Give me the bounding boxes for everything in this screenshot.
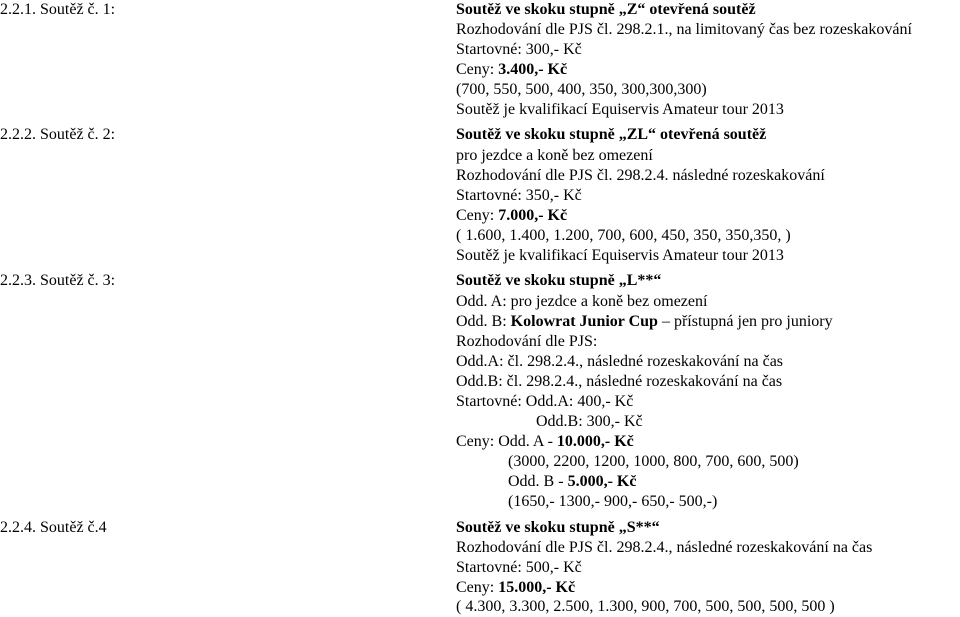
prizes-breakdown: (700, 550, 500, 400, 350, 300,300,300) <box>456 81 707 98</box>
rules-text: Rozhodování dle PJS čl. 298.2.4. následné rozeskakování <box>456 167 825 184</box>
division-b-prefix: Odd. B: <box>456 313 507 330</box>
prizes-b-text <box>508 472 636 492</box>
section-title: Soutěž ve skoku stupně „S**“ <box>456 519 660 536</box>
section-1-line <box>0 20 960 40</box>
section-2-line <box>0 226 960 246</box>
section-1-line <box>0 60 960 80</box>
section-3-line <box>0 492 960 512</box>
qualification-text: Soutěž je kvalifikací Equiservis Amateur tour 2013 <box>456 247 784 264</box>
prizes-text <box>456 206 567 226</box>
section-3-line <box>0 432 960 452</box>
section-number: 2.2.3. Soutěž č. 3: <box>0 272 116 289</box>
prizes-label: Ceny: <box>456 579 495 596</box>
prizes-breakdown: ( 4.300, 3.300, 2.500, 1.300, 900, 700, 500, 500, 500, 500 ) <box>456 598 835 615</box>
section-1-line <box>0 40 960 60</box>
prizes-text <box>456 60 567 80</box>
prizes-amount: 15.000,- Kč <box>498 579 576 596</box>
section-4-line <box>0 538 960 558</box>
section-3-line <box>0 372 960 392</box>
section-3-line <box>0 412 960 432</box>
division-a-text: Odd. A: pro jezdce a koně bez omezení <box>456 293 708 310</box>
section-1-line <box>0 100 960 120</box>
rules-text: Rozhodování dle PJS čl. 298.2.1., na limitovaný čas bez rozeskakování <box>456 21 912 38</box>
eligibility-text: pro jezdce a koně bez omezení <box>456 147 653 164</box>
rules-label: Rozhodování dle PJS: <box>456 333 598 350</box>
prizes-breakdown: ( 1.600, 1.400, 1.200, 700, 600, 450, 350, 350,350, ) <box>456 227 791 244</box>
prizes-b-breakdown: (1650,- 1300,- 900,- 650,- 500,-) <box>508 493 718 510</box>
prizes-a-text <box>456 432 634 452</box>
prizes-label: Ceny: <box>456 61 495 78</box>
fee-b-text: Odd.B: 300,- Kč <box>536 413 643 430</box>
section-title: Soutěž ve skoku stupně „ZL“ otevřená soutěž <box>456 126 767 143</box>
section-number: 2.2.1. Soutěž č. 1: <box>0 1 116 18</box>
section-4-header <box>0 518 960 538</box>
fee-a-text: Startovné: Odd.A: 400,- Kč <box>456 393 634 410</box>
rules-a-text: Odd.A: čl. 298.2.4., následné rozeskakování na čas <box>456 353 784 370</box>
section-2-line <box>0 246 960 266</box>
section-1-header <box>0 0 960 20</box>
section-3-header <box>0 271 960 291</box>
section-3-line <box>0 292 960 312</box>
rules-b-text: Odd.B: čl. 298.2.4., následné rozeskakování na čas <box>456 373 783 390</box>
division-b-suffix: – přístupná jen pro juniory <box>661 313 833 330</box>
prizes-amount: 3.400,- Kč <box>498 61 568 78</box>
section-number: 2.2.2. Soutěž č. 2: <box>0 126 116 143</box>
fee-text: Startovné: 300,- Kč <box>456 41 582 58</box>
prizes-a-amount: 10.000,- Kč <box>556 433 634 450</box>
prizes-a-breakdown: (3000, 2200, 1200, 1000, 800, 700, 600, 500) <box>508 453 799 470</box>
section-3-line <box>0 352 960 372</box>
section-1-line <box>0 80 960 100</box>
prizes-b-amount: 5.000,- Kč <box>567 473 637 490</box>
section-title: Soutěž ve skoku stupně „L**“ <box>456 272 662 289</box>
section-2-line <box>0 206 960 226</box>
section-3-line <box>0 472 960 492</box>
prizes-text <box>456 578 575 598</box>
section-title: Soutěž ve skoku stupně „Z“ otevřená soutěž <box>456 1 756 18</box>
rules-text: Rozhodování dle PJS čl. 298.2.4., následné rozeskakování na čas <box>456 539 873 556</box>
section-3-line <box>0 452 960 472</box>
qualification-text: Soutěž je kvalifikací Equiservis Amateur tour 2013 <box>456 101 784 118</box>
section-2-line <box>0 186 960 206</box>
prizes-amount: 7.000,- Kč <box>498 207 568 224</box>
prizes-a-label: Ceny: Odd. A - <box>456 433 553 450</box>
prizes-b-label: Odd. B - <box>508 473 564 490</box>
section-2-header <box>0 125 960 145</box>
prizes-label: Ceny: <box>456 207 495 224</box>
division-b-name: Kolowrat Junior Cup <box>510 313 658 330</box>
fee-text: Startovné: 350,- Kč <box>456 187 582 204</box>
section-3-line <box>0 392 960 412</box>
section-number: 2.2.4. Soutěž č.4 <box>0 519 107 536</box>
fee-text: Startovné: 500,- Kč <box>456 559 582 576</box>
section-4-line <box>0 558 960 578</box>
section-3-line <box>0 312 960 332</box>
section-2-line <box>0 166 960 186</box>
section-4-line <box>0 597 960 617</box>
section-3-line <box>0 332 960 352</box>
division-b-text <box>456 312 833 332</box>
section-4-line <box>0 578 960 598</box>
section-2-line <box>0 146 960 166</box>
